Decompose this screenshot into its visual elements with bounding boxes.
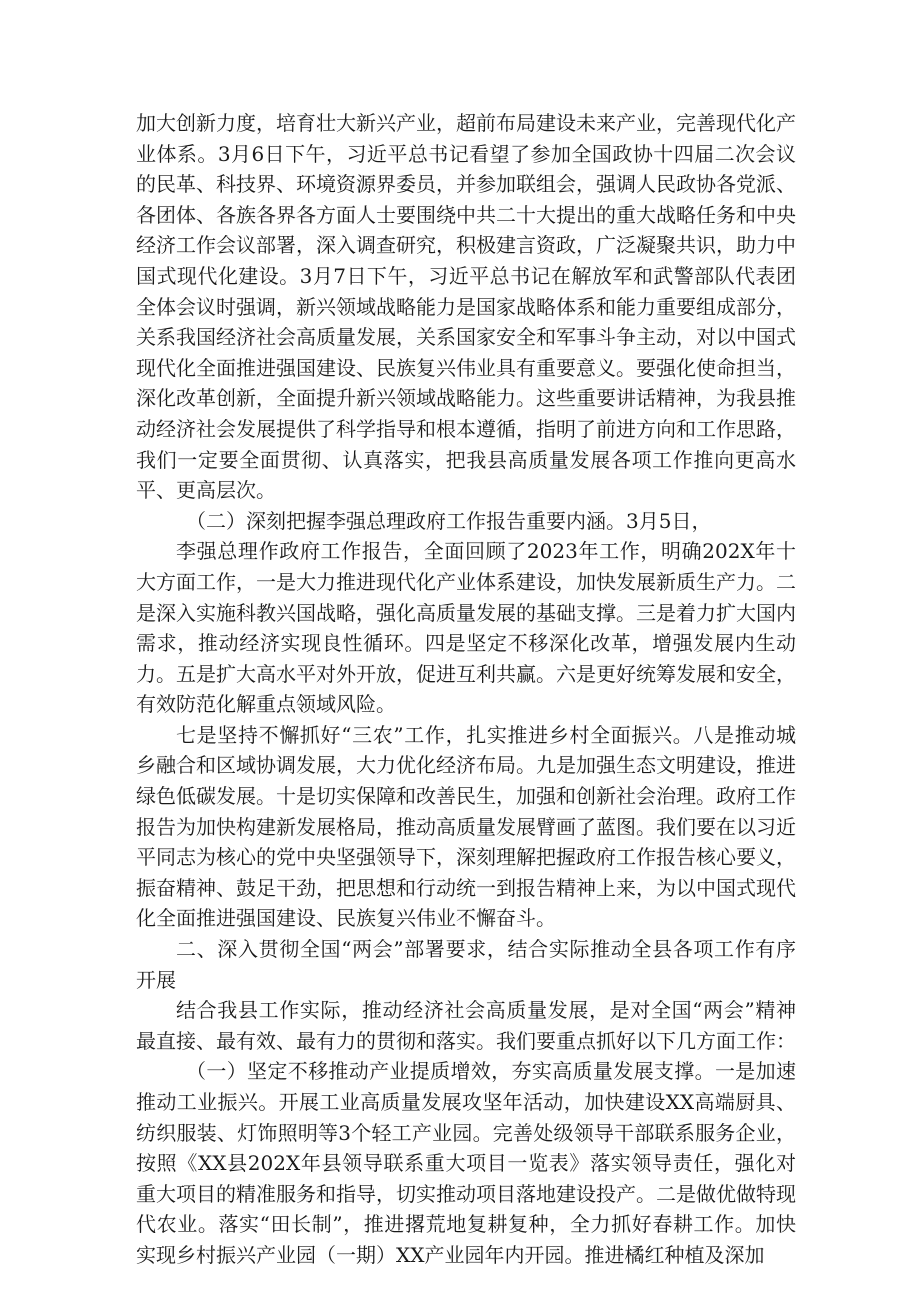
paragraph-rural-revitalization: 七是坚持不懈抓好“三农”工作，扎实推进乡村全面振兴。八是推动城乡融合和区域协调发展，大力优化经济布局。九是加强生态文明建设，推进绿色低碳发展。十是切实保障和改善民生，加强和创新社会治理。政府工作报告为加快构建新发展格局，推动高质量发展臂画了蓝图。我们要在以习近平同志为核心的党中央坚强领导下，深刻理解把握政府工作报告核心要义，振奋精神、鼓足干劲，把思想和行动统一到报告精神上来，为以中国式现代化全面推进强国建设、民族复兴伟业不懈奋斗。 xyxy=(136,722,796,931)
document-body xyxy=(136,108,796,1271)
section-heading-implementation: 二、深入贯彻全国“两会”部署要求，结合实际推动全县各项工作有序开展 xyxy=(136,937,796,992)
paragraph-government-report-tasks: 李强总理作政府工作报告，全面回顾了2023年工作，明确202X年十大方面工作，一是大力推进现代化产业体系建设，加快发展新质生产力。二是深入实施科教兴国战略，强化高质量发展的基础支撑。三是着力扩大国内需求，推动经济实现良性循环。四是坚定不移深化改革，增强发展内生动力。五是扩大高水平对外开放，促进互利共赢。六是更好统筹发展和安全，有效防范化解重点领域风险。 xyxy=(136,539,796,717)
paragraph-subheading-government-report: （二）深刻把握李强总理政府工作报告重要内涵。3月5日， xyxy=(186,508,712,533)
paragraph-industry-upgrading: （一）坚定不移推动产业提质增效，夯实高质量发展支撑。一是加速推动工业振兴。开展工业高质量发展攻坚年活动，加快建设XX高端厨具、纺织服装、灯饰照明等3个轻工产业园。完善处级领导干部联系服务企业，按照《XX县202X年县领导联系重大项目一览表》落实领导责任，强化对重大项目的精准服务和指导，切实推动项目落地建设投产。二是做优做特现代农业。落实“田长制”，推进撂荒地复耕复种，全力抓好春耕工作。加快实现乡村振兴产业园（一期）XX产业园年内开园。推进橘红种植及深加 xyxy=(136,1059,796,1267)
paragraph-county-work-intro: 结合我县工作实际，推动经济社会高质量发展，是对全国“两会”精神最直接、最有效、最有力的贯彻和落实。我们要重点抓好以下几方面工作： xyxy=(136,998,796,1053)
paragraph-national-leaders-speeches: 加大创新力度，培育壮大新兴产业，超前布局建设未来产业，完善现代化产业体系。3月6日下午，习近平总书记看望了参加全国政协十四届二次会议的民革、科技界、环境资源界委员，并参加联组会，强调人民政协各党派、各团体、各族各界各方面人士要围绕中共二十大提出的重大战略任务和中央经济工作会议部署，深入调查研究，积极建言资政，广泛凝聚共识，助力中国式现代化建设。3月7日下午，习近平总书记在解放军和武警部队代表团全体会议时强调，新兴领域战略能力是国家战略体系和能力重要组成部分，关系我国经济社会高质量发展，关系国家安全和军事斗争主动，对以中国式现代化全面推进强国建设、民族复兴伟业具有重要意义。要强化使命担当，深化改革创新，全面提升新兴领域战略能力。这些重要讲话精神，为我县推动经济社会发展提供了科学指导和根本遵循，指明了前进方向和工作思路，我们一定要全面贯彻、认真落实，把我县高质量发展各项工作推向更高水平、更高层次。 xyxy=(136,111,796,503)
